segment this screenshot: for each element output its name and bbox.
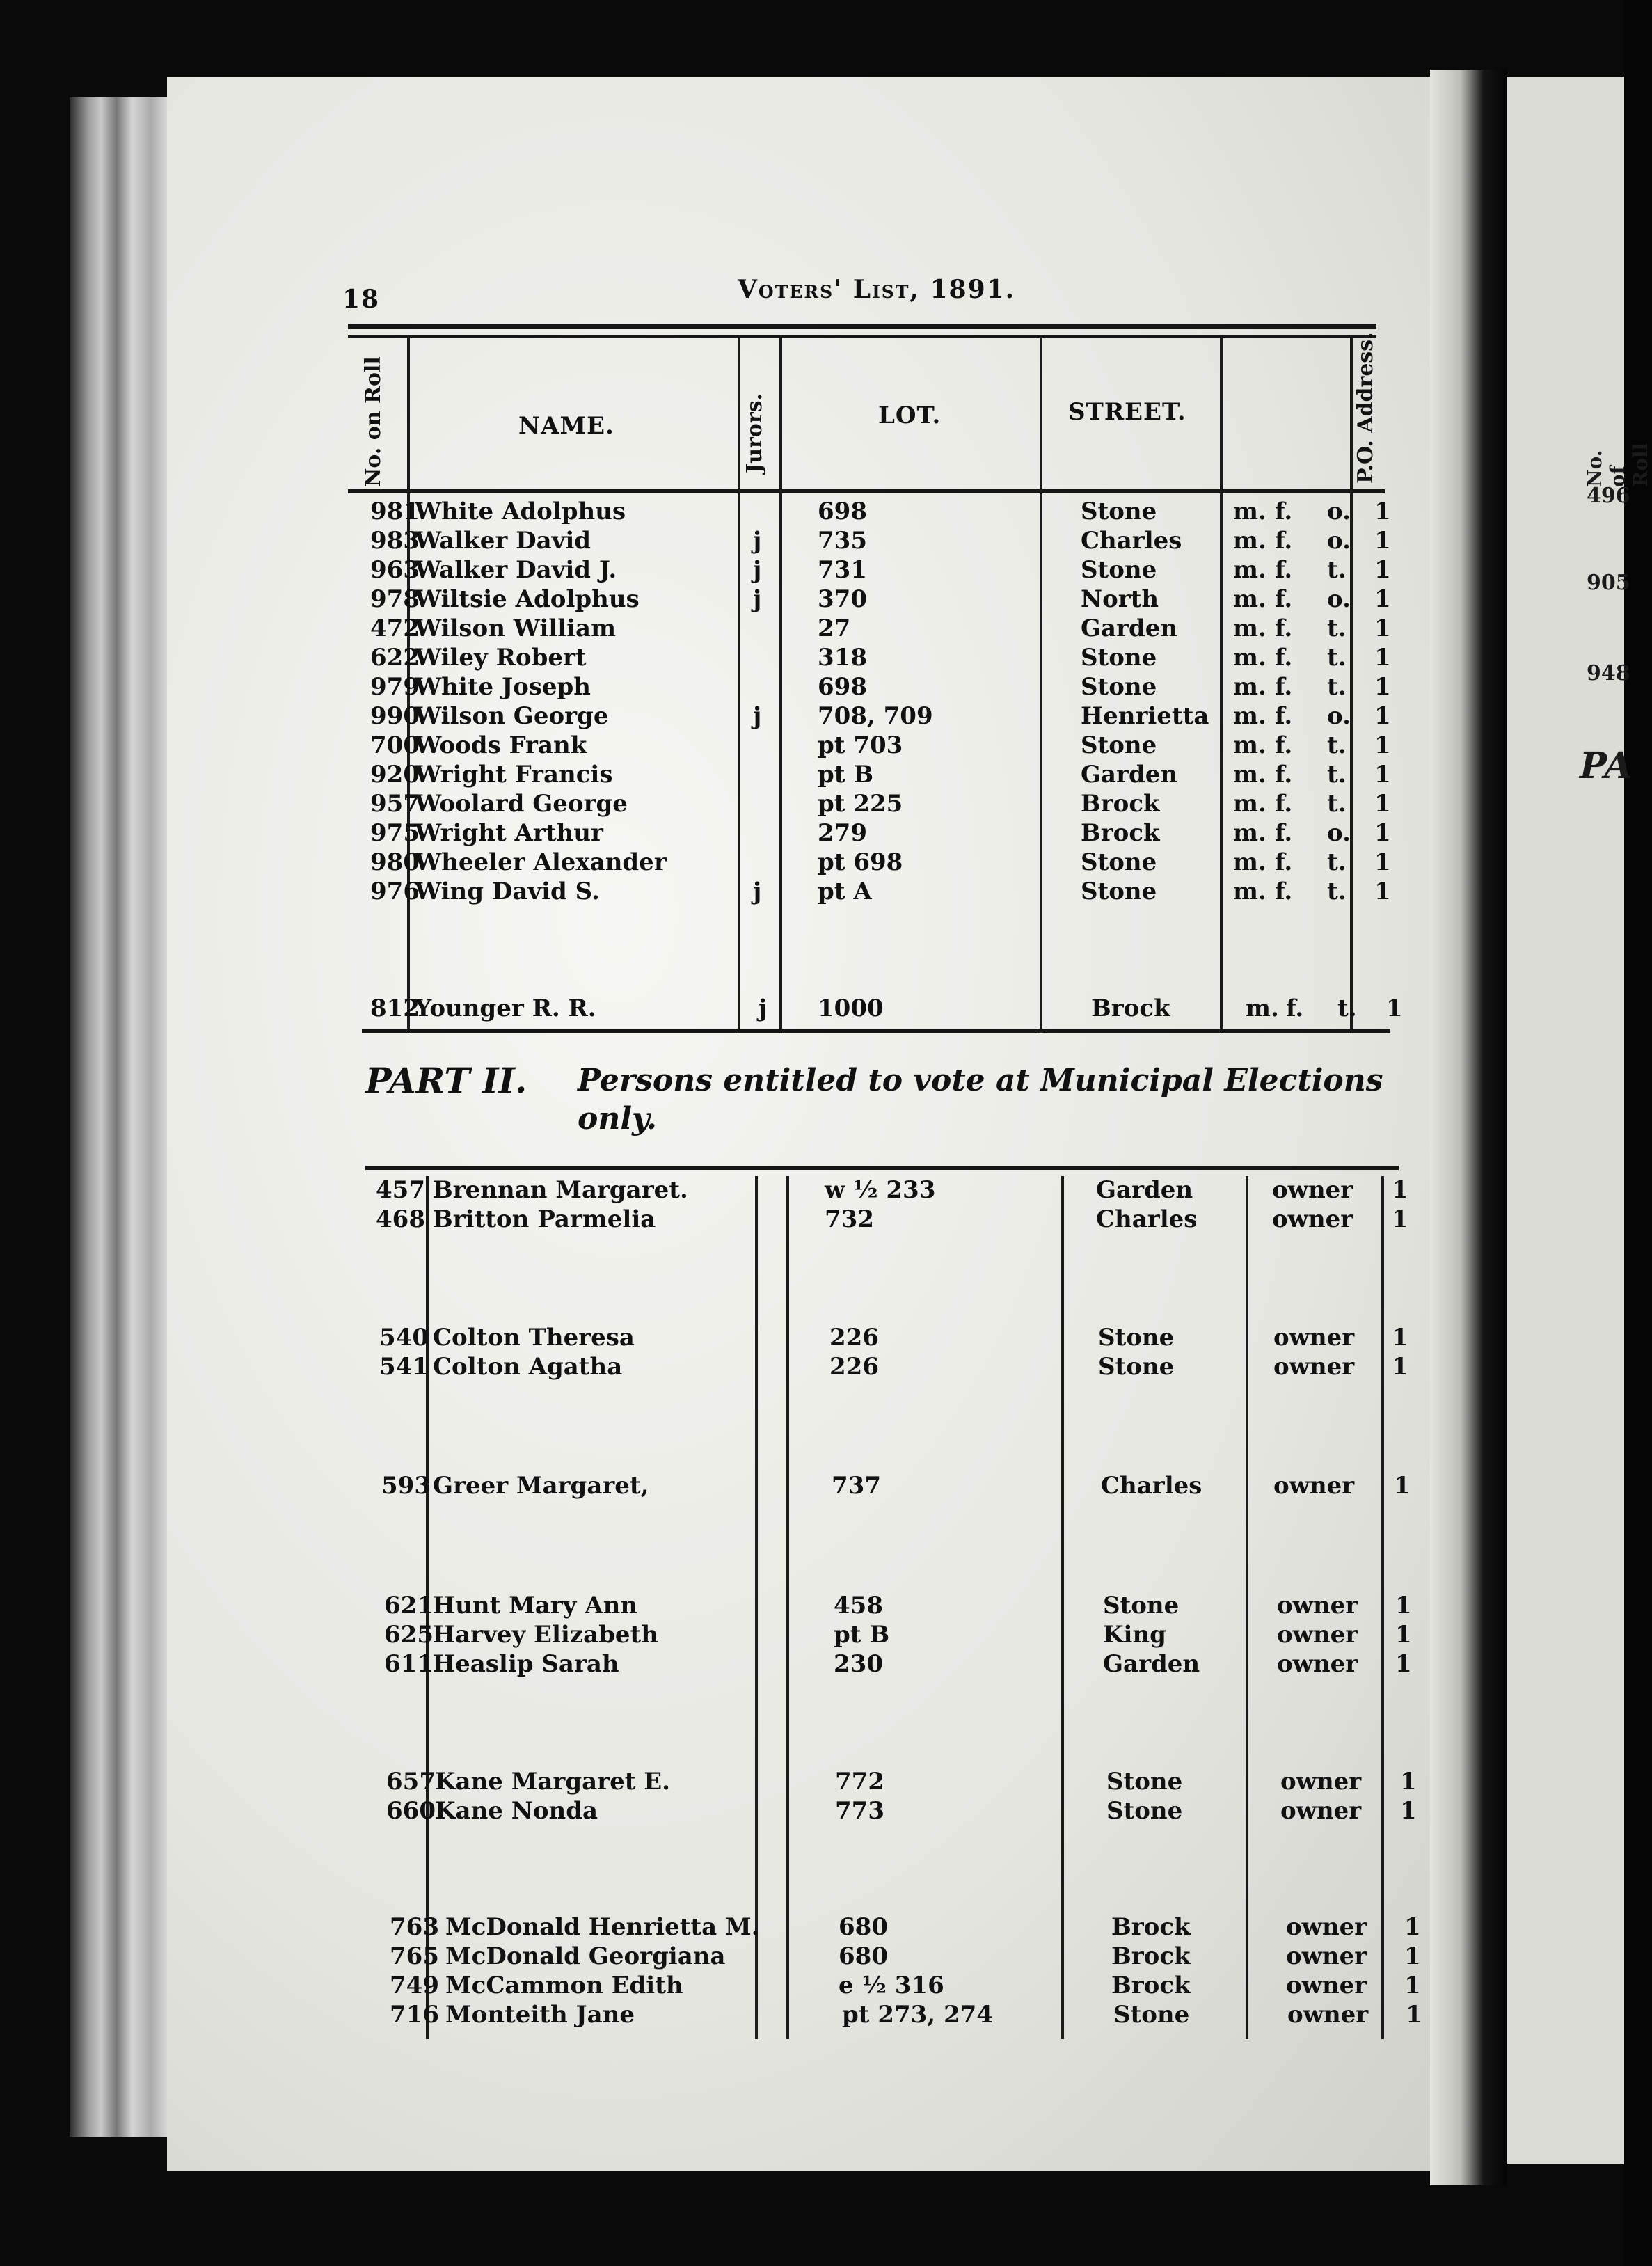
lot-value: pt B [834, 1621, 890, 1649]
po-address: 1 [1374, 644, 1391, 672]
lot-value: 27 [818, 615, 851, 642]
page-number: 18 [342, 285, 381, 314]
column-rule [1220, 338, 1223, 1033]
qualification-m: m. [1233, 819, 1266, 847]
qualification-f: f. [1275, 673, 1293, 701]
tenure-code: o. [1327, 498, 1351, 525]
part2-top-rule [365, 1166, 1399, 1170]
lot-value: 458 [834, 1592, 883, 1619]
qualification-m: m. [1233, 615, 1266, 642]
roll-number: 983 [370, 527, 420, 555]
po-address: 1 [1374, 615, 1391, 642]
voter-name: Monteith Jane [445, 2001, 635, 2029]
ownership-status: owner [1277, 1621, 1358, 1649]
lot-value: 370 [818, 585, 867, 613]
lot-value: pt 273, 274 [842, 2001, 993, 2029]
lot-value: 772 [835, 1768, 884, 1796]
column-rule [779, 338, 782, 1033]
facing-page-fragment [1507, 77, 1652, 2164]
qualification-m: m. [1233, 556, 1266, 584]
qualification-m: m. [1233, 848, 1266, 876]
ownership-status: owner [1272, 1205, 1353, 1233]
po-address: 1 [1404, 1972, 1421, 1999]
street-value: Brock [1111, 1972, 1191, 1999]
qualification-f: f. [1275, 819, 1293, 847]
part1-bottom-rule [362, 1029, 1390, 1033]
lot-value: 279 [818, 819, 867, 847]
ownership-status: owner [1273, 1353, 1355, 1381]
lot-value: 773 [835, 1797, 884, 1825]
book-page-edges [70, 97, 174, 2137]
lot-value: 698 [818, 498, 867, 525]
lot-value: 735 [818, 527, 867, 555]
roll-number: 978 [370, 585, 420, 613]
lot-value: pt 698 [818, 848, 903, 876]
tenure-code: o. [1327, 527, 1351, 555]
ownership-status: owner [1286, 1972, 1367, 1999]
facing-page-number: 905 [1587, 571, 1630, 595]
po-address: 1 [1395, 1592, 1412, 1619]
facing-page-header: No. of Roll [1583, 443, 1652, 487]
po-address: 1 [1395, 1621, 1412, 1649]
roll-number: 975 [370, 819, 420, 847]
po-address: 1 [1400, 1768, 1417, 1796]
street-value: Charles [1081, 527, 1182, 555]
qualification-m: m. [1246, 995, 1279, 1022]
lot-value: 226 [829, 1353, 879, 1381]
juror-mark: j [753, 878, 762, 905]
lot-value: 1000 [818, 995, 884, 1022]
tenure-code: t. [1327, 790, 1347, 818]
ownership-status: owner [1280, 1797, 1362, 1825]
po-address: 1 [1392, 1205, 1408, 1233]
ownership-status: owner [1280, 1768, 1362, 1796]
street-value: Stone [1081, 673, 1157, 701]
street-value: Stone [1098, 1324, 1175, 1352]
po-address: 1 [1374, 731, 1391, 759]
roll-number: 963 [370, 556, 420, 584]
lot-value: 230 [834, 1650, 883, 1678]
street-value: Stone [1106, 1797, 1183, 1825]
lot-value: pt 225 [818, 790, 903, 818]
book-gutter [1430, 70, 1507, 2185]
roll-number: 990 [370, 702, 420, 730]
tenure-code: t. [1337, 995, 1357, 1022]
column-rule [1061, 1176, 1064, 2039]
qualification-m: m. [1233, 761, 1266, 789]
street-value: Stone [1081, 498, 1157, 525]
voter-name: Heaslip Sarah [433, 1650, 619, 1678]
street-value: Brock [1081, 819, 1160, 847]
voter-name: Kane Margaret E. [435, 1768, 670, 1796]
po-address: 1 [1392, 1176, 1408, 1204]
street-value: Stone [1106, 1768, 1183, 1796]
street-value: Garden [1103, 1650, 1200, 1678]
ownership-status: owner [1286, 1942, 1367, 1970]
qualification-f: f. [1275, 498, 1293, 525]
qualification-f: f. [1275, 761, 1293, 789]
street-value: Brock [1111, 1913, 1191, 1941]
ownership-status: owner [1286, 1913, 1367, 1941]
po-address: 1 [1404, 1913, 1421, 1941]
roll-number: 749 [390, 1972, 439, 1999]
column-rule [1040, 338, 1042, 1033]
juror-mark: j [759, 995, 768, 1022]
qualification-m: m. [1233, 585, 1266, 613]
facing-page-number: 948 [1587, 661, 1630, 686]
voter-name: Kane Nonda [435, 1797, 598, 1825]
roll-number: 541 [379, 1353, 429, 1381]
voter-name: Wright Arthur [415, 819, 603, 847]
ownership-status: owner [1277, 1592, 1358, 1619]
roll-number: 622 [370, 644, 420, 672]
po-address: 1 [1374, 878, 1391, 905]
lot-value: 708, 709 [818, 702, 933, 730]
ownership-status: owner [1277, 1650, 1358, 1678]
qualification-m: m. [1233, 644, 1266, 672]
street-value: Stone [1081, 644, 1157, 672]
qualification-f: f. [1275, 848, 1293, 876]
lot-value: 737 [832, 1472, 881, 1500]
roll-number: 765 [390, 1942, 439, 1970]
street-value: Charles [1096, 1205, 1198, 1233]
tenure-code: t. [1327, 731, 1347, 759]
roll-number: 979 [370, 673, 420, 701]
tenure-code: t. [1327, 673, 1347, 701]
ownership-status: owner [1273, 1472, 1355, 1500]
voter-name: Wing David S. [415, 878, 600, 905]
qualification-m: m. [1233, 673, 1266, 701]
roll-number: 540 [379, 1324, 429, 1352]
qualification-m: m. [1233, 702, 1266, 730]
voter-name: Colton Theresa [433, 1324, 635, 1352]
lot-value: pt B [818, 761, 874, 789]
street-value: Brock [1081, 790, 1160, 818]
voter-name: Wiley Robert [415, 644, 587, 672]
voter-name: Wilson George [415, 702, 609, 730]
voter-name: Walker David J. [415, 556, 617, 584]
street-value: Stone [1103, 1592, 1180, 1619]
facing-page-part-fragment: PA [1580, 745, 1633, 787]
voter-name: McDonald Georgiana [445, 1942, 726, 1970]
column-rule [738, 338, 740, 1033]
tenure-code: o. [1327, 585, 1351, 613]
roll-number: 468 [376, 1205, 425, 1233]
qualification-f: f. [1275, 878, 1293, 905]
running-title: Voters' List, 1891. [738, 275, 1016, 304]
juror-mark: j [753, 702, 762, 730]
column-rule [1246, 1176, 1248, 2039]
voter-name: Harvey Elizabeth [433, 1621, 658, 1649]
qualification-f: f. [1275, 527, 1293, 555]
voter-name: McDonald Henrietta M. [445, 1913, 760, 1941]
juror-mark: j [753, 527, 762, 555]
lot-value: 680 [839, 1913, 888, 1941]
roll-number: 980 [370, 848, 420, 876]
voter-name: White Adolphus [415, 498, 626, 525]
voter-name: White Joseph [415, 673, 591, 701]
juror-mark: j [753, 585, 762, 613]
qualification-m: m. [1233, 878, 1266, 905]
lot-value: 732 [825, 1205, 874, 1233]
roll-number: 763 [390, 1913, 439, 1941]
ownership-status: owner [1272, 1176, 1353, 1204]
street-value: Stone [1081, 878, 1157, 905]
street-value: Brock [1111, 1942, 1191, 1970]
qualification-f: f. [1275, 556, 1293, 584]
po-address: 1 [1374, 498, 1391, 525]
lot-value: pt 703 [818, 731, 903, 759]
voter-name: McCammon Edith [445, 1972, 683, 1999]
header-roll: No. on Roll [361, 356, 386, 487]
po-address: 1 [1374, 673, 1391, 701]
street-value: King [1103, 1621, 1166, 1649]
po-address: 1 [1386, 995, 1403, 1022]
po-address: 1 [1374, 819, 1391, 847]
roll-number: 700 [370, 731, 420, 759]
tenure-code: o. [1327, 819, 1351, 847]
street-value: Garden [1096, 1176, 1193, 1204]
po-address: 1 [1374, 790, 1391, 818]
voter-name: Wiltsie Adolphus [415, 585, 640, 613]
roll-number: 957 [370, 790, 420, 818]
voter-name: Younger R. R. [415, 995, 596, 1022]
lot-value: w ½ 233 [825, 1176, 936, 1204]
qualification-f: f. [1275, 585, 1293, 613]
qualification-m: m. [1233, 527, 1266, 555]
qualification-f: f. [1275, 731, 1293, 759]
roll-number: 812 [370, 995, 420, 1022]
column-rule [786, 1176, 789, 2039]
po-address: 1 [1392, 1353, 1408, 1381]
roll-number: 625 [384, 1621, 434, 1649]
column-rule [755, 1176, 758, 2039]
voter-name: Wilson William [415, 615, 617, 642]
po-address: 1 [1404, 1942, 1421, 1970]
po-address: 1 [1400, 1797, 1417, 1825]
qualification-m: m. [1233, 790, 1266, 818]
roll-number: 976 [370, 878, 420, 905]
street-value: Brock [1091, 995, 1170, 1022]
voter-name: Woolard George [415, 790, 628, 818]
po-address: 1 [1374, 527, 1391, 555]
po-address: 1 [1374, 848, 1391, 876]
juror-mark: j [753, 556, 762, 584]
voter-name: Britton Parmelia [433, 1205, 656, 1233]
po-address: 1 [1374, 702, 1391, 730]
po-address: 1 [1392, 1324, 1408, 1352]
voter-name: Colton Agatha [433, 1353, 623, 1381]
tenure-code: t. [1327, 848, 1347, 876]
roll-number: 716 [390, 2001, 439, 2029]
street-value: Stone [1081, 556, 1157, 584]
voter-name: Wright Francis [415, 761, 613, 789]
street-value: Stone [1098, 1353, 1175, 1381]
street-value: Stone [1113, 2001, 1190, 2029]
voter-name: Walker David [415, 527, 591, 555]
roll-number: 457 [376, 1176, 425, 1204]
tenure-code: o. [1327, 702, 1351, 730]
qualification-f: f. [1275, 615, 1293, 642]
roll-number: 621 [384, 1592, 434, 1619]
lot-value: 731 [818, 556, 867, 584]
street-value: North [1081, 585, 1159, 613]
lot-value: 698 [818, 673, 867, 701]
lot-value: pt A [818, 878, 872, 905]
header-lot: LOT. [878, 402, 942, 429]
lot-value: e ½ 316 [839, 1972, 944, 1999]
header-po-address: P.O. Address. [1353, 332, 1378, 484]
qualification-f: f. [1275, 644, 1293, 672]
roll-number: 660 [386, 1797, 436, 1825]
roll-number: 657 [386, 1768, 436, 1796]
street-value: Garden [1081, 615, 1178, 642]
ownership-status: owner [1287, 2001, 1369, 2029]
voter-name: Woods Frank [415, 731, 587, 759]
po-address: 1 [1374, 585, 1391, 613]
voter-name: Greer Margaret, [433, 1472, 649, 1500]
tenure-code: t. [1327, 761, 1347, 789]
facing-page-number: 496 [1587, 484, 1630, 508]
roll-number: 611 [384, 1650, 434, 1678]
lot-value: 680 [839, 1942, 888, 1970]
ownership-status: owner [1273, 1324, 1355, 1352]
header-name: NAME. [518, 412, 614, 440]
voter-name: Wheeler Alexander [415, 848, 667, 876]
roll-number: 920 [370, 761, 420, 789]
roll-number: 981 [370, 498, 420, 525]
part2-title: PART II. [365, 1060, 527, 1101]
tenure-code: t. [1327, 644, 1347, 672]
part2-subtitle [578, 1061, 1399, 1138]
table-top-rule [348, 324, 1376, 329]
header-street: STREET. [1068, 398, 1186, 426]
voter-name: Hunt Mary Ann [433, 1592, 638, 1619]
lot-value: 226 [829, 1324, 879, 1352]
tenure-code: t. [1327, 556, 1347, 584]
street-value: Stone [1081, 848, 1157, 876]
po-address: 1 [1395, 1650, 1412, 1678]
voter-name: Brennan Margaret. [433, 1176, 688, 1204]
column-rule [1381, 1176, 1384, 2039]
header-bottom-rule [348, 489, 1385, 493]
lot-value: 318 [818, 644, 867, 672]
street-value: Stone [1081, 731, 1157, 759]
header-jurors: Jurors. [742, 393, 767, 473]
street-value: Henrietta [1081, 702, 1209, 730]
po-address: 1 [1374, 761, 1391, 789]
tenure-code: t. [1327, 615, 1347, 642]
roll-number: 472 [370, 615, 420, 642]
qualification-m: m. [1233, 498, 1266, 525]
qualification-m: m. [1233, 731, 1266, 759]
qualification-f: f. [1275, 790, 1293, 818]
qualification-f: f. [1275, 702, 1293, 730]
part2-subtitle-text: Persons entitled to vote at Municipal Elections only. [578, 1063, 1383, 1136]
roll-number: 593 [381, 1472, 431, 1500]
po-address: 1 [1374, 556, 1391, 584]
qualification-f: f. [1286, 995, 1304, 1022]
po-address: 1 [1394, 1472, 1411, 1500]
street-value: Garden [1081, 761, 1178, 789]
tenure-code: t. [1327, 878, 1347, 905]
street-value: Charles [1101, 1472, 1202, 1500]
column-rule [1350, 338, 1353, 1033]
po-address: 1 [1406, 2001, 1422, 2029]
